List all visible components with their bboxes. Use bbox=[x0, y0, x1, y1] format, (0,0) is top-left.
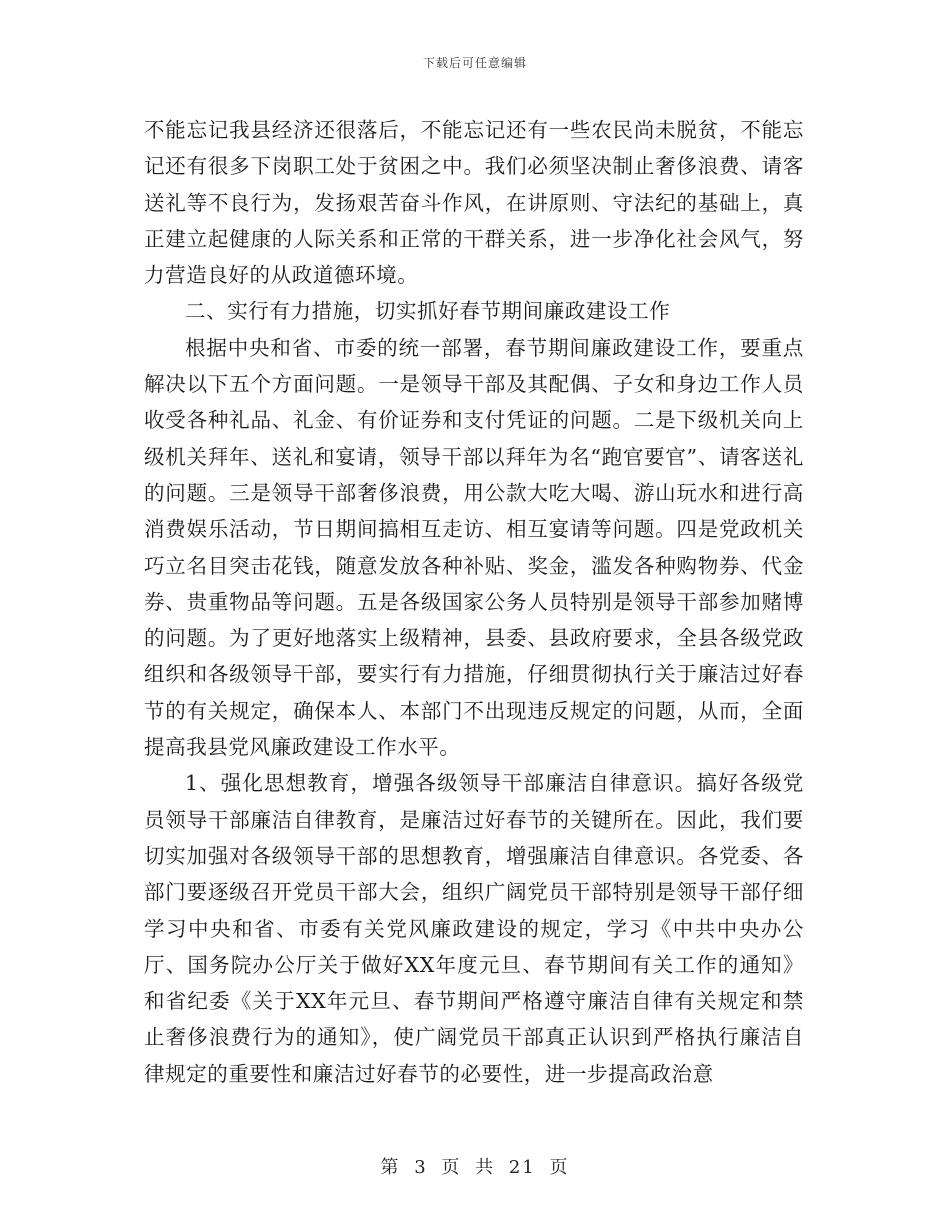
paragraph: 根据中央和省、市委的统一部署，春节期间廉政建设工作，要重点解决以下五个方面问题。一是领导干部及其配偶、子女和身边工作人员收受各种礼品、礼金、有价证券和支付凭证的问题。二是下级机关向上级机关拜年、送礼和宴请，领导干部以拜年为名“跑官要官”、请客送礼的问题。三是领导干部奢侈浪费，用公款大吃大喝、游山玩水和进行高消费娱乐活动，节日期间搞相互走访、相互宴请等问题。四是党政机关巧立名目突击花钱，随意发放各种补贴、奖金，滥发各种购物券、代金券、贵重物品等问题。五是各级国家公务人员特别是领导干部参加赌博的问题。为了更好地落实上级精神，县委、县政府要求，全县各级党政组织和各级领导干部，要实行有力措施，仔细贯彻执行关于廉洁过好春节的有关规定，确保本人、本部门不出现违反规定的问题，从而，全面提高我县党风廉政建设工作水平。 bbox=[144, 335, 804, 760]
page-number: 第 3 页 共 21 页 bbox=[380, 1157, 570, 1178]
paragraph: 1、强化思想教育，增强各级领导干部廉洁自律意识。搞好各级党员领导干部廉洁自律教育，是廉洁过好春节的关键所在。因此，我们要切实加强对各级领导干部的思想教育，增强廉洁自律意识。各党委、各部门要逐级召开党员干部大会，组织广阔党员干部特别是领导干部仔细学习中央和省、市委有关党风廉政建设的规定，学习《中共中央办公厅、国务院办公厅关于做好XX年度元旦、春节期间有关工作的通知》和省纪委《关于XX年元旦、春节期间严格遵守廉洁自律有关规定和禁止奢侈浪费行为的通知》，使广阔党员干部真正认识到严格执行廉洁自律规定的重要性和廉洁过好春节的必要性，进一步提高政治意 bbox=[144, 771, 804, 1086]
section-heading: 二、实行有力措施，切实抓好春节期间廉政建设工作 bbox=[185, 299, 671, 324]
header-note: 下载后可任意编辑 bbox=[422, 56, 527, 70]
document-body bbox=[144, 112, 804, 1092]
paragraph-continuation: 不能忘记我县经济还很落后，不能忘记还有一些农民尚未脱贫，不能忘记还有很多下岗职工处于贫困之中。我们必须坚决制止奢侈浪费、请客送礼等不良行为，发扬艰苦奋斗作风，在讲原则、守法纪的基础上，真正建立起健康的人际关系和正常的干群关系，进一步净化社会风气，努力营造良好的从政道德环境。 bbox=[144, 118, 804, 288]
